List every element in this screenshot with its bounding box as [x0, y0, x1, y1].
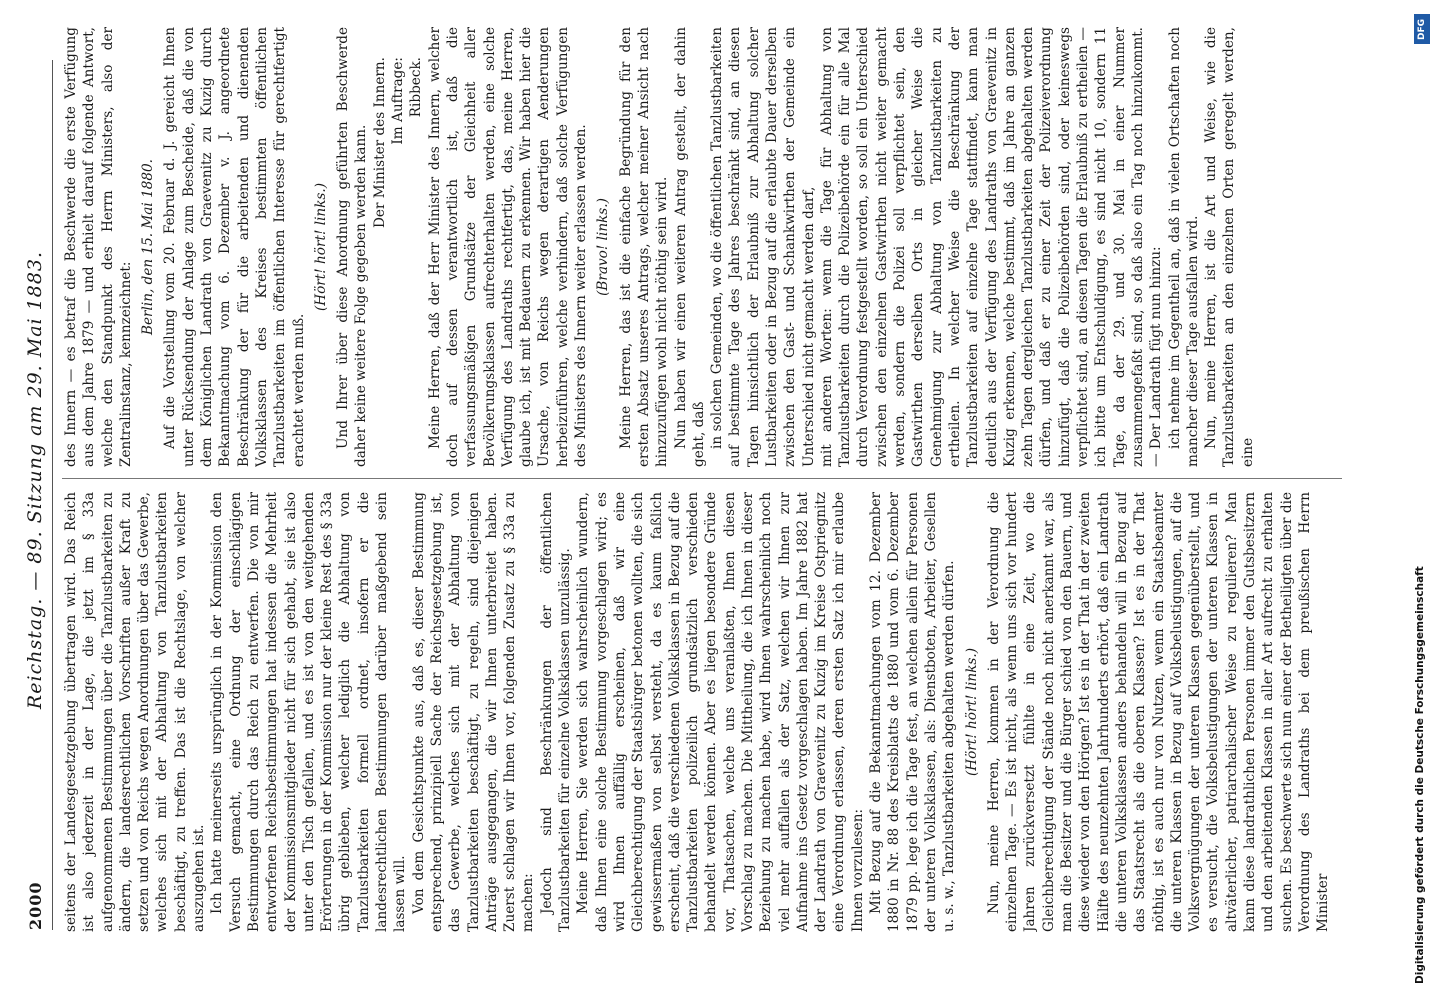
page-number: 2000 [26, 881, 45, 930]
letter-signatory-order: Im Auftrage: [390, 57, 407, 145]
dfg-stamp [1414, 14, 1430, 984]
running-head [18, 30, 50, 930]
dfg-stamp-text: Digitalisierung gefördert durch die Deutsche Forschungsgemeinschaft [1414, 566, 1426, 984]
letter-body: Auf die Vorstellung vom 20. Februar d. J. gereicht Ihnen unter Rücksendung der Anlage zum Bescheide, daß die von dem Königlichen Landrath von Graevenitz zu Kuzig durch Bekanntmachung vom 6. Dezember v. J. angeordnete Beschränkung der für die arbeitenden und dienenden Volksklassen des Kreises bestimmten öffentlichen Tanzlustbarkeiten im öffentlichen Interesse für gerechtfertigt erachtet werden muß. [162, 27, 307, 467]
paragraph: Nun, meine Herren, kommen in der Verordnung die einzelnen Tage. — Es ist nicht, als wenn uns sich vor hundert Jahren zurückversetzt fühlte in eine Zeit, wo die Gleichberechtigung der Stände noch nicht anerkannt war, als man die Besitzer und die Bürger schied von den Bauern, und diese wieder von den Hörigen? Ist es in der That in der zweiten Hälfte des neunzehnten Jahrhunderts erhört, daß ein Landrath die unteren Volksklassen anders behandeln will in Bezug auf das Staatsrecht als die oberen Klassen? Ist es in der That nöthig, ist es auch nur von Nutzen, wenn ein Staatsbeamter die unteren Klassen in Bezug auf Volksbelustigungen, auf die Volksvergnügungen der unteren Klassen gegenüberstellt, und es versucht, die Volksbelustigungen der unteren Klassen in altväterlicher, patriarchalischer Weise zu regulieren? Man kann diese landrathlichen Personen immer den Gutsbesitzern und den arbeitenden Klassen in aller Art aufrecht zu erhalten suchen. Es beschwerte sich nun einer der Betheiligten über die Verordnung des Landraths bei dem preußischen Herrn Minister [985, 492, 1332, 932]
left-column [62, 492, 1342, 932]
paragraph: Nun, meine Herren, ist die Art und Weise, wie die Tanzlustbarkeiten an den einzelnen Orten geregelt werden, eine [1203, 27, 1256, 467]
interjection: (Hört! hört! links.) [312, 182, 329, 312]
motion-quote: in solchen Gemeinden, wo die öffentlichen Tanzlustbarkeiten auf bestimmte Tage des Jahres beschränkt sind, an diesen Tagen hinsichtlich der Erlaubniß zur Abhaltung solcher Lustbarkeiten oder in Bezug auf die erlaubte Dauer derselben zwischen den Gast- und Schankwirthen der Gemeinde ein Unterschied nicht gemacht werden darf, [709, 27, 817, 467]
paragraph: Meine Herren, das ist die einfache Begründung für den ersten Absatz unseres Antrags, welcher meiner Ansicht nach hinzuzufügen wohl nicht nöthig sein wird. [617, 27, 671, 467]
paragraph: Ich hatte meinerseits ursprünglich in der Kommission den Versuch gemacht, eine Ordnung der einschlägigen Bestimmungen durch das Reich zu entwerfen. Die von mir entworfenen Reichsbestimmungen hat indessen die Mehrheit der Kommissionsmitglieder nicht für sich gehabt, sie ist also unter den Tisch gefallen, und es ist von den weitgehenden Erörterungen in der Kommission nur der kleine Rest des § 33a übrig geblieben, welcher lediglich die Abhaltung von Tanzlustbarkeiten formell ordnet, insofern er die landesrechtlichen Bestimmungen darüber maßgebend sein lassen will. [209, 492, 409, 932]
paragraph: Meine Herren, daß der Herr Minister des Innern, welcher doch auf dessen verantwortlich ist, daß die verfassungsmäßigen Grundsätze der Gleichheit aller Bevölkerungsklassen aufrechterhalten werden, eine solche Verfügung des Landraths rechtfertigt, das, meine Herren, glaube ich, ist mit Bedauern zu erkennen. Wir haben hier die Ursache, von Reichs wegen derartigen Aenderungen herbeizuführen, welche verhindern, daß solche Verfügungen des Ministers des Innern weiter erlassen werden. [426, 27, 590, 467]
letter-signatory-name: Ribbeck. [408, 57, 425, 118]
paragraph: Von dem Gesichtspunkte aus, daß es, dieser Bestimmung entsprechend, prinzipiell Sache der Reichsgesetzgebung ist, das Gewerbe, welches sich mit der Abhaltung von Tanzlustbarkeiten beschäftigt, zu regeln, sind diejenigen Anträge ausgegangen, die wir Ihnen unterbreitet haben. Zuerst schlagen wir Ihnen vor, folgenden Zusatz zu § 33a zu machen: [410, 492, 537, 932]
paragraph: Meine Herren, Sie werden sich wahrscheinlich wundern, daß Ihnen eine solche Bestimmung vorgeschlagen wird; es wird Ihnen auffällig erscheinen, daß wir eine Gleichberechtigung der Staatsbürger betonen wollten, die sich gewissermaßen von selbst versteht, da es kaum faßlich erscheint, daß die verschiedenen Volksklassen in Bezug auf die Tanzlustbarkeiten polizeilich grundsätzlich verschieden behandelt werden können. Aber es liegen besondere Gründe vor, Thatsachen, welche uns veranlaßten, Ihnen diesen Vorschlag zu machen. Die Mittheilung, die ich Ihnen in dieser Beziehung zu machen habe, wird Ihnen wahrscheinlich noch viel mehr auffallen als der Satz, welchen wir Ihnen zur Aufnahme ins Gesetz vorgeschlagen haben. Im Jahre 1882 hat der Landrath von Graevenitz zu Kuzig im Kreise Ostpriegnitz eine Verordnung erlassen, deren ersten Satz ich mir erlaube Ihnen vorzulesen: [575, 492, 866, 932]
ordinance-quote: Mit Bezug auf die Bekanntmachungen vom 12. Dezember 1880 in Nr. 88 des Kreisblatts de 1880 und vom 6. Dezember 1879 pp. lege ich die Tage fest, an welchen allein für Personen der unteren Volksklassen, als: Dienstboten, Arbeiter, Gesellen u. s. w., Tanzlustbarkeiten abgehalten werden dürfen. [868, 492, 958, 932]
paragraph: Nun haben wir einen weiteren Antrag gestellt, der dahin geht, daß [672, 27, 707, 467]
paragraph: mit anderen Worten: wenn die Tage für Abhaltung von Tanzlustbarkeiten durch die Polizeibehörde ein für alle Mal durch Verordnung festgestellt worden, so soll ein Unterschied zwischen den einzelnen Gastwirthen nicht weiter gemacht werden, sondern die Polizei soll verpflichtet sein, den Gastwirthen derselben Orts in gleicher Weise die Genehmigung zur Abhaltung von Tanzlustbarkeiten zu ertheilen. In welcher Weise die Beschränkung der Tanzlustbarkeiten auf einzelne Tage stattfindet, kann man deutlich aus der Verfügung des Landraths von Graevenitz in Kuzig erkennen, welche bestimmt, daß im Jahre an ganzen zehn Tagen dergleichen Tanzlustbarkeiten abgehalten werden dürfen, und daß er zu einer Zeit der Polizeiverordnung hinzufügt, daß die Polizeibehörden sind, oder keineswegs verpflichtet sind, an diesen Tagen die Erlaubniß zu ertheilen — ich bitte um Entschuldigung, es sind nicht 10, sondern 11 Tage, da der 29. und 30. Mai in einer Nummer zusammengefaßt sind, so daß also ein Tag noch hinzukommt. — Der Landrath fügt nun hinzu: [818, 27, 1165, 467]
header-rule [52, 60, 53, 930]
dfg-logo-icon: DFG [1414, 14, 1430, 44]
letter-body: Und Ihrer über diese Anordnung geführten Beschwerde daher keine weitere Folge gegeben werden kann. [335, 27, 370, 467]
column-divider [62, 478, 1342, 479]
ordinance-quote: ich nehme im Gegentheil an, daß in vielen Ortschaften noch mancher dieser Tage ausfallen wird. [1166, 27, 1201, 467]
interjection: (Hört! hört! links.) [963, 647, 980, 777]
paragraph: des Innern — es betraf die Beschwerde die erste Verfügung aus dem Jahre 1879 — und erhielt darauf folgende Antwort, welche den Standpunkt des Herrn Ministers, also der Zentralinstanz, kennzeichnet: [63, 27, 134, 467]
proposal-quote: Jedoch sind Beschränkungen der öffentlichen Tanzlustbarkeiten für einzelne Volksklassen unzulässig. [538, 492, 574, 932]
interjection: (Bravo! links.) [595, 198, 612, 296]
letter-signatory-title: Der Minister des Innern. [371, 57, 388, 228]
paragraph: seitens der Landesgesetzgebung übertragen wird. Das Reich ist also jederzeit in der Lage, die jetzt im § 33a aufgenommenen Bestimmungen über die Tanzlustbarkeiten zu ändern, die landesrechtlichen Vorschriften außer Kraft zu setzen und von Reichs wegen Anordnungen über das Gewerbe, welches sich mit der Abhaltung von Tanzlustbarkeiten beschäftigt, zu treffen. Das ist die Rechtslage, von welcher auszugehen ist. [63, 492, 208, 932]
right-column [62, 27, 1342, 467]
letter-date: Berlin, den 15. Mai 1880. [140, 159, 157, 335]
header-title: Reichstag. — 89. Sitzung am 29. Mai 1883. [24, 250, 46, 710]
